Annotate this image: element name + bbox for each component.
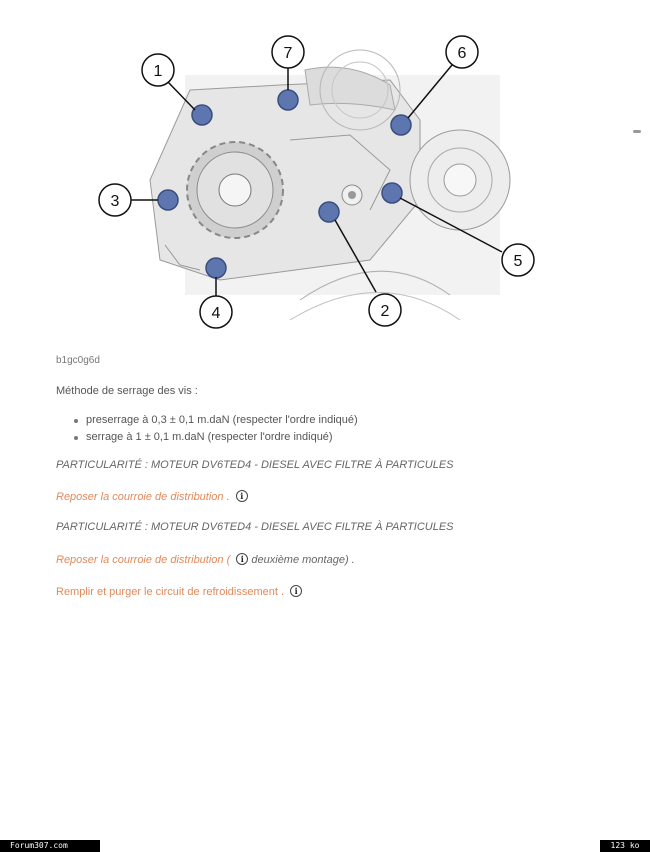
particularity-heading-1: PARTICULARITÉ : MOTEUR DV6TED4 - DIESEL AVEC FILTRE À PARTICULES (56, 459, 454, 471)
callout-6-label: 6 (457, 45, 467, 62)
refit-timing-belt-second-link[interactable]: Reposer la courroie de distribution ( (56, 554, 231, 566)
reference-code: b1gc0g6d (56, 355, 100, 366)
scan-speck (633, 130, 641, 133)
pump-gear (187, 142, 283, 238)
callout-3 (99, 184, 131, 216)
callout-2-label: 2 (380, 303, 390, 320)
fill-bleed-cooling-link[interactable]: Remplir et purger le circuit de refroidissement . (56, 586, 285, 598)
method-title: Méthode de serrage des vis : (56, 385, 198, 397)
callout-5 (502, 244, 534, 276)
refit-timing-belt-link[interactable]: Reposer la courroie de distribution . (56, 491, 230, 503)
callout-6 (446, 36, 478, 68)
link-row-3 (56, 585, 302, 598)
footer-size-label: 123 ko (600, 840, 650, 852)
list-item: serrage à 1 ± 0,1 m.daN (respecter l'ordre indiqué) (74, 429, 358, 446)
callout-1-label: 1 (153, 63, 163, 80)
link-row-1 (56, 490, 248, 503)
info-icon[interactable]: i (236, 490, 248, 502)
callout-7 (272, 36, 304, 68)
callout-2 (369, 294, 401, 326)
callout-3-label: 3 (110, 193, 120, 210)
second-fitting-note: deuxième montage) . (251, 554, 355, 566)
info-icon[interactable]: i (236, 553, 248, 565)
callout-5-label: 5 (513, 253, 523, 270)
info-icon[interactable]: i (290, 585, 302, 597)
footer-site-label: Forum307.com (0, 840, 100, 852)
callout-7-label: 7 (283, 45, 293, 62)
list-item: preserrage à 0,3 ± 0,1 m.daN (respecter l'ordre indiqué) (74, 412, 358, 429)
particularity-heading-2: PARTICULARITÉ : MOTEUR DV6TED4 - DIESEL AVEC FILTRE À PARTICULES (56, 521, 454, 533)
callout-1 (142, 54, 174, 86)
torque-steps-list (74, 412, 358, 446)
link-row-2 (56, 553, 355, 566)
callout-4-label: 4 (211, 305, 221, 322)
callout-4 (200, 296, 232, 328)
engine-illustration (90, 30, 550, 330)
water-pump-diagram (90, 30, 550, 330)
